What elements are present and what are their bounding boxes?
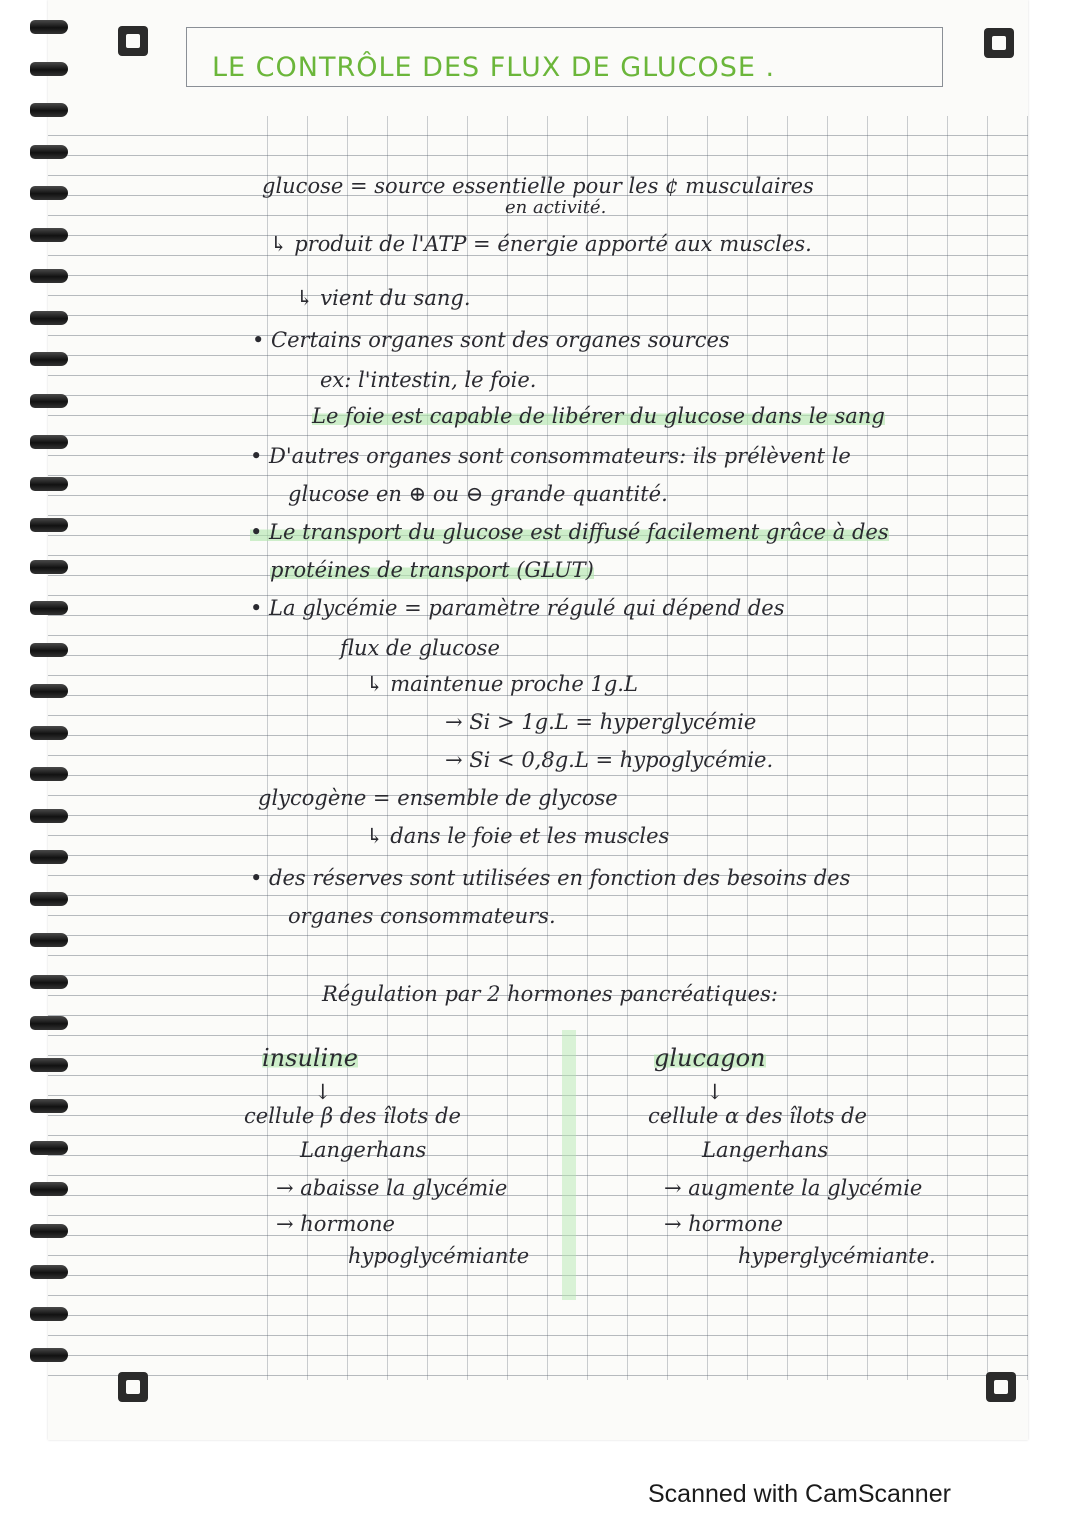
insuline-type: → hormone — [276, 1212, 395, 1236]
spiral-ring — [30, 601, 68, 615]
spiral-ring — [30, 892, 68, 906]
section-heading: Régulation par 2 hormones pancréatiques: — [322, 982, 778, 1006]
spiral-ring — [30, 560, 68, 574]
glucagon-type-2: hyperglycémiante. — [738, 1244, 936, 1268]
note-line: ↳ vient du sang. — [296, 286, 471, 310]
note-line: • D'autres organes sont consommateurs: ils prélèvent le — [250, 444, 851, 468]
down-arrow-icon: ↓ — [706, 1080, 724, 1104]
spiral-ring — [30, 1141, 68, 1155]
spiral-ring — [30, 1182, 68, 1196]
glucagon-effect: → augmente la glycémie — [664, 1176, 923, 1200]
spiral-ring — [30, 975, 68, 989]
note-line: en activité. — [505, 197, 607, 218]
spiral-ring — [30, 269, 68, 283]
note-line: → Si < 0,8g.L = hypoglycémie. — [445, 748, 774, 772]
note-line: Le foie est capable de libérer du glucose dans le sang — [312, 404, 885, 428]
note-line: glucose = source essentielle pour les ¢ musculaires — [262, 174, 814, 198]
note-line: • La glycémie = paramètre régulé qui dépend des — [250, 596, 785, 620]
spiral-ring — [30, 352, 68, 366]
spiral-ring — [30, 228, 68, 242]
corner-marker-icon — [986, 1372, 1016, 1402]
spiral-ring — [30, 20, 68, 34]
spiral-ring — [30, 1307, 68, 1321]
corner-marker-icon — [118, 1372, 148, 1402]
spiral-ring — [30, 1016, 68, 1030]
note-line: organes consommateurs. — [288, 904, 556, 928]
spiral-ring — [30, 933, 68, 947]
spiral-ring — [30, 1348, 68, 1362]
spiral-ring — [30, 684, 68, 698]
glucagon-cell-2: Langerhans — [702, 1138, 829, 1162]
down-arrow-icon: ↓ — [314, 1080, 332, 1104]
spiral-ring — [30, 477, 68, 491]
spiral-ring — [30, 1099, 68, 1113]
corner-marker-icon — [118, 26, 148, 56]
note-line: → Si > 1g.L = hyperglycémie — [445, 710, 757, 734]
note-line: glucose en ⊕ ou ⊖ grande quantité. — [288, 482, 668, 506]
spiral-ring — [30, 186, 68, 200]
spiral-ring — [30, 850, 68, 864]
spiral-ring — [30, 1265, 68, 1279]
page-footer-area — [48, 1380, 1028, 1440]
note-line: ↳ maintenue proche 1g.L — [366, 672, 638, 696]
spiral-ring — [30, 103, 68, 117]
spiral-ring — [30, 62, 68, 76]
note-line: • Certains organes sont des organes sources — [252, 328, 730, 352]
spiral-ring — [30, 767, 68, 781]
spiral-ring — [30, 726, 68, 740]
spiral-ring — [30, 435, 68, 449]
spiral-ring — [30, 643, 68, 657]
note-line: ex: l'intestin, le foie. — [320, 368, 537, 392]
note-line: protéines de transport (GLUT) — [270, 558, 594, 582]
note-line: ↳ produit de l'ATP = énergie apporté aux muscles. — [270, 232, 812, 256]
spiral-ring — [30, 311, 68, 325]
insuline-type-2: hypoglycémiante — [348, 1244, 530, 1268]
glucagon-type: → hormone — [664, 1212, 783, 1236]
spiral-ring — [30, 518, 68, 532]
spiral-ring — [30, 394, 68, 408]
insuline-effect: → abaisse la glycémie — [276, 1176, 508, 1200]
spiral-ring — [30, 1224, 68, 1238]
scanner-watermark: Scanned with CamScanner — [648, 1480, 951, 1508]
note-line: • des réserves sont utilisées en fonction des besoins des — [250, 866, 851, 890]
glucagon-heading: glucagon — [654, 1044, 766, 1072]
corner-marker-icon — [984, 28, 1014, 58]
glucagon-cell: cellule α des îlots de — [648, 1104, 867, 1128]
insuline-cell: cellule β des îlots de — [244, 1104, 461, 1128]
column-divider — [562, 1030, 576, 1300]
insuline-cell-2: Langerhans — [300, 1138, 427, 1162]
insuline-heading: insuline — [262, 1044, 358, 1072]
note-line: • Le transport du glucose est diffusé facilement grâce à des — [250, 520, 889, 544]
note-line: glycogène = ensemble de glycose — [258, 786, 618, 810]
note-line: flux de glucose — [340, 636, 500, 660]
spiral-binding — [30, 20, 70, 1400]
spiral-ring — [30, 1058, 68, 1072]
spiral-ring — [30, 145, 68, 159]
spiral-ring — [30, 809, 68, 823]
page-title: LE CONTRÔLE DES FLUX DE GLUCOSE . — [212, 52, 776, 83]
note-line: ↳ dans le foie et les muscles — [366, 824, 670, 848]
